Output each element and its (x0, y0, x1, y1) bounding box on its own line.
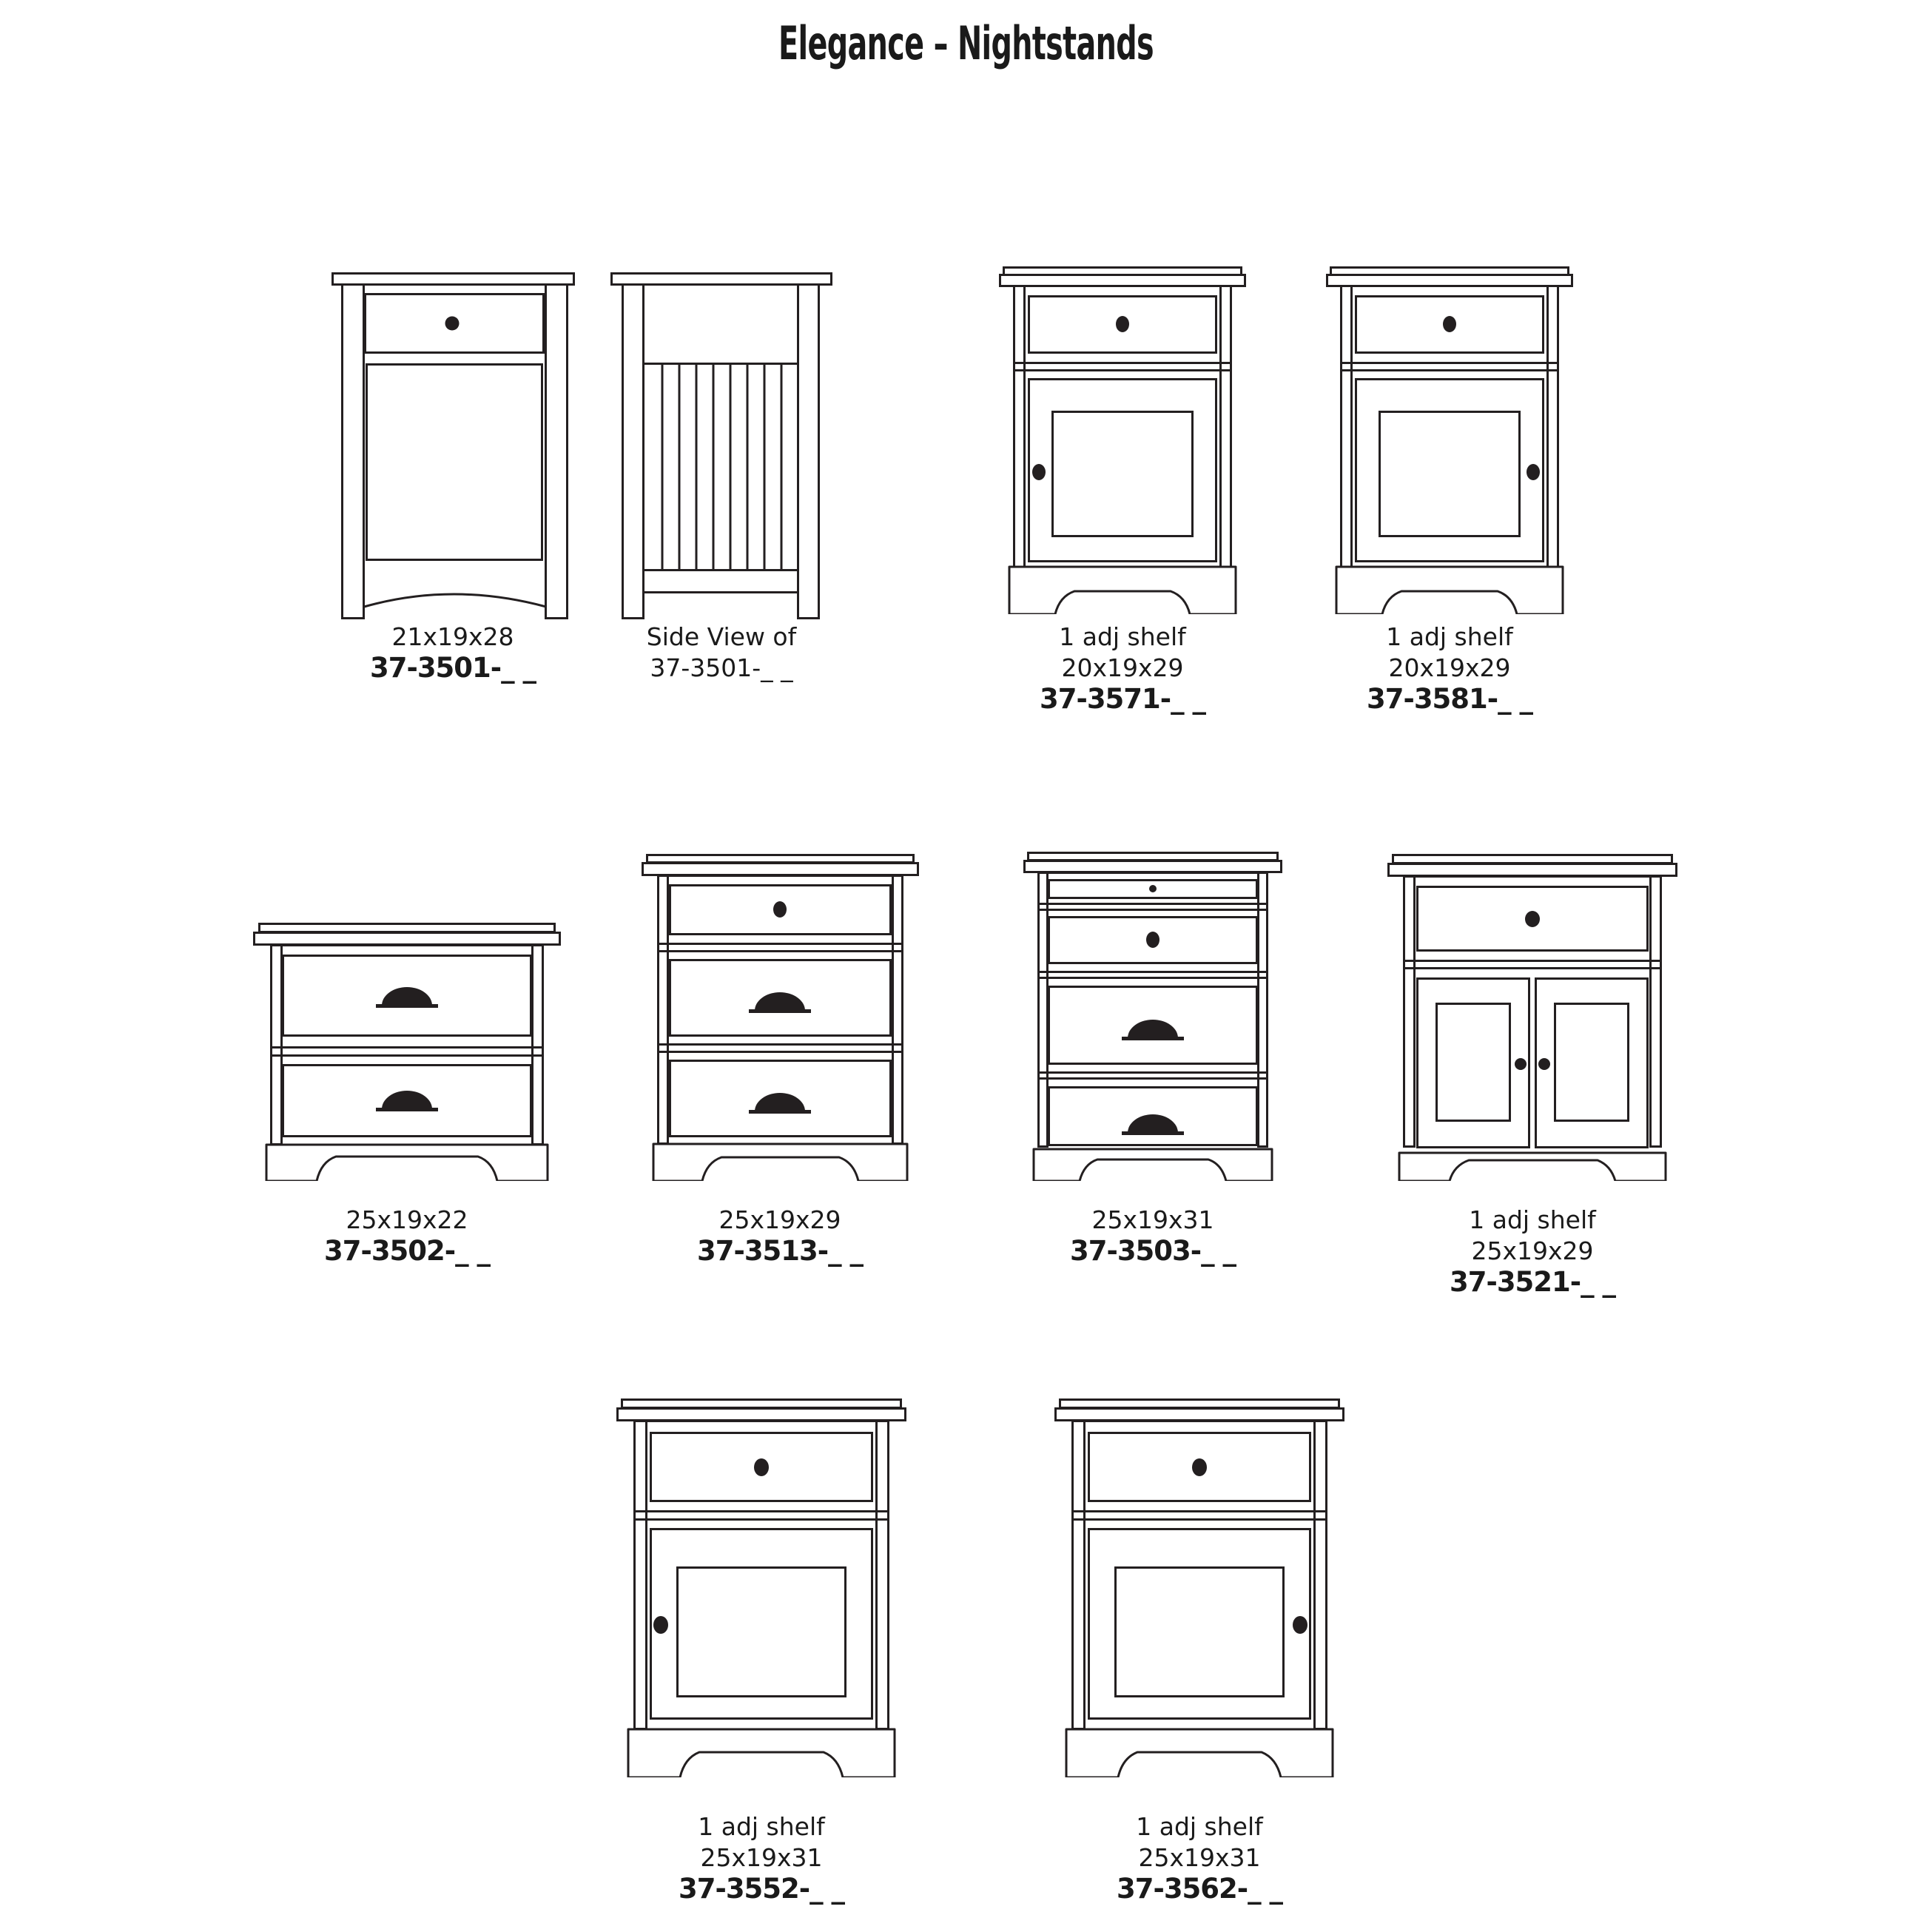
crown-top (622, 1400, 901, 1408)
knob-icon (1515, 1058, 1527, 1070)
knob-icon (1525, 911, 1540, 927)
product-caption-37-3501 (305, 622, 601, 684)
door (1089, 1529, 1310, 1719)
product-note: 1 adj shelf (1136, 1812, 1263, 1841)
product-model: 37-3562-_ _ (1116, 1873, 1283, 1905)
product-note: 1 adj shelf (1386, 622, 1513, 651)
product-note: 1 adj shelf (1469, 1205, 1596, 1234)
product-model: 37-3501-_ _ (650, 653, 793, 682)
product-dimensions: 21x19x28 (391, 622, 514, 651)
knob-icon (445, 317, 460, 331)
door (1356, 380, 1544, 562)
base-plinth (653, 1144, 907, 1181)
left-stile (635, 1421, 647, 1729)
knob-icon (1443, 316, 1456, 332)
base-plinth (1009, 567, 1236, 614)
left-stile (1073, 1421, 1085, 1729)
door-panel (1380, 412, 1520, 536)
product-dimensions: 25x19x29 (1471, 1236, 1594, 1265)
product-caption-37-3562 (1051, 1811, 1347, 1905)
product-caption-37-3513 (632, 1205, 928, 1267)
product-note: Side View of (646, 622, 797, 651)
right-leg (798, 285, 819, 619)
left-leg (343, 285, 364, 619)
product-model: 37-3503-_ _ (1069, 1235, 1236, 1267)
product-note: 1 adj shelf (698, 1812, 825, 1841)
product-model: 37-3552-_ _ (678, 1873, 845, 1905)
product-dimensions: 25x19x31 (1091, 1205, 1214, 1234)
base-plinth (1034, 1149, 1272, 1181)
product-model: 37-3502-_ _ (323, 1235, 491, 1267)
door-panel (678, 1568, 846, 1697)
product-dimensions: 25x19x31 (1138, 1843, 1261, 1872)
right-stile (1548, 286, 1558, 568)
product-figure-37-3501 (331, 272, 575, 619)
drawing-37-3571 (999, 266, 1246, 614)
left-stile (1014, 286, 1025, 568)
crown-molding (643, 864, 918, 875)
product-dimensions: 25x19x29 (718, 1205, 841, 1234)
knob-icon (754, 1458, 769, 1476)
crown-top (1029, 853, 1278, 861)
base-plinth (628, 1729, 895, 1777)
product-figure-37-3501-side (610, 272, 832, 619)
page-title: Elegance – Nightstands (778, 16, 1154, 70)
base-plinth (1399, 1153, 1666, 1181)
cup-pull-icon (749, 992, 811, 1013)
base-plinth (1336, 567, 1563, 614)
door (1029, 380, 1216, 562)
product-note: 1 adj shelf (1059, 622, 1186, 651)
knob-icon (1192, 1458, 1207, 1476)
base-plinth (266, 1145, 548, 1181)
crown-molding (1000, 275, 1245, 286)
right-stile (1221, 286, 1231, 568)
product-figure-37-3552 (616, 1398, 906, 1777)
door-panel (1437, 1004, 1510, 1121)
top-board (333, 274, 574, 285)
product-figure-37-3513 (642, 854, 919, 1181)
cup-pull-icon (749, 1093, 811, 1114)
crown-molding (1056, 1409, 1344, 1421)
left-stile (272, 946, 282, 1145)
product-figure-37-3503 (1023, 852, 1282, 1181)
product-caption-37-3581 (1302, 622, 1598, 715)
cup-pull-icon (376, 1091, 438, 1111)
right-stile (1651, 877, 1661, 1147)
door (651, 1529, 872, 1719)
cup-pull-icon (1122, 1020, 1184, 1040)
knob-icon (1527, 464, 1540, 480)
drawing-37-3562 (1054, 1398, 1344, 1777)
product-figure-37-3521 (1387, 854, 1677, 1181)
product-model: 37-3571-_ _ (1039, 683, 1206, 715)
side-slats (662, 363, 781, 570)
drawing-37-3552 (616, 1398, 906, 1777)
crown-molding (618, 1409, 906, 1421)
knob-icon (1032, 464, 1046, 480)
crown-molding (1025, 861, 1282, 872)
product-caption-37-3571 (975, 622, 1270, 715)
knob-icon (773, 901, 787, 918)
product-model: 37-3521-_ _ (1449, 1266, 1616, 1298)
right-stile (1315, 1421, 1327, 1729)
left-stile (659, 876, 668, 1144)
right-stile (893, 876, 903, 1144)
crown-molding (255, 933, 560, 945)
cup-pull-icon (376, 987, 438, 1008)
product-caption-37-3502 (259, 1205, 555, 1267)
knob-icon (1146, 932, 1159, 948)
knob-icon (1149, 885, 1157, 892)
product-caption-37-3503 (1005, 1205, 1301, 1267)
left-stile (1039, 873, 1048, 1147)
drawing-37-3503 (1023, 852, 1282, 1181)
drawing-37-3521 (1387, 854, 1677, 1181)
product-dimensions: 25x19x22 (346, 1205, 468, 1234)
crown-molding (1389, 864, 1677, 876)
door-panel (1555, 1004, 1629, 1121)
base-plinth (1066, 1729, 1333, 1777)
product-model: 37-3581-_ _ (1366, 683, 1533, 715)
product-dimensions: 25x19x31 (700, 1843, 823, 1872)
product-caption-37-3501-side (573, 622, 869, 684)
crown-top (1060, 1400, 1339, 1408)
knob-icon (1538, 1058, 1550, 1070)
crown-top (260, 924, 555, 932)
product-figure-37-3562 (1054, 1398, 1344, 1777)
drawing-37-3501-side (610, 272, 832, 619)
right-stile (877, 1421, 889, 1729)
left-stile (1342, 286, 1352, 568)
arched-apron (364, 594, 546, 607)
product-figure-37-3502 (253, 923, 561, 1181)
left-leg (623, 285, 644, 619)
drawing-37-3502 (253, 923, 561, 1181)
product-caption-37-3521 (1384, 1205, 1680, 1298)
product-dimensions: 20x19x29 (1388, 653, 1511, 682)
top-board (612, 274, 832, 285)
right-leg (546, 285, 568, 619)
right-stile (533, 946, 543, 1145)
product-figure-37-3571 (999, 266, 1246, 614)
knob-icon (1116, 316, 1129, 332)
right-stile (1259, 873, 1268, 1147)
crown-top (1393, 855, 1672, 864)
product-model: 37-3513-_ _ (696, 1235, 864, 1267)
product-figure-37-3581 (1326, 266, 1573, 614)
door-panel (1053, 412, 1193, 536)
left-stile (1404, 877, 1415, 1147)
product-model: 37-3501-_ _ (369, 652, 536, 684)
product-caption-37-3552 (613, 1811, 909, 1905)
product-dimensions: 20x19x29 (1061, 653, 1184, 682)
open-compartment (367, 365, 542, 560)
drawing-37-3501-front (331, 272, 575, 619)
knob-icon (1293, 1616, 1307, 1634)
drawing-37-3513 (642, 854, 919, 1181)
door-panel (1116, 1568, 1284, 1697)
knob-icon (653, 1616, 668, 1634)
crown-top (647, 855, 914, 863)
crown-molding (1327, 275, 1572, 286)
drawing-37-3581 (1326, 266, 1573, 614)
cup-pull-icon (1122, 1114, 1184, 1135)
